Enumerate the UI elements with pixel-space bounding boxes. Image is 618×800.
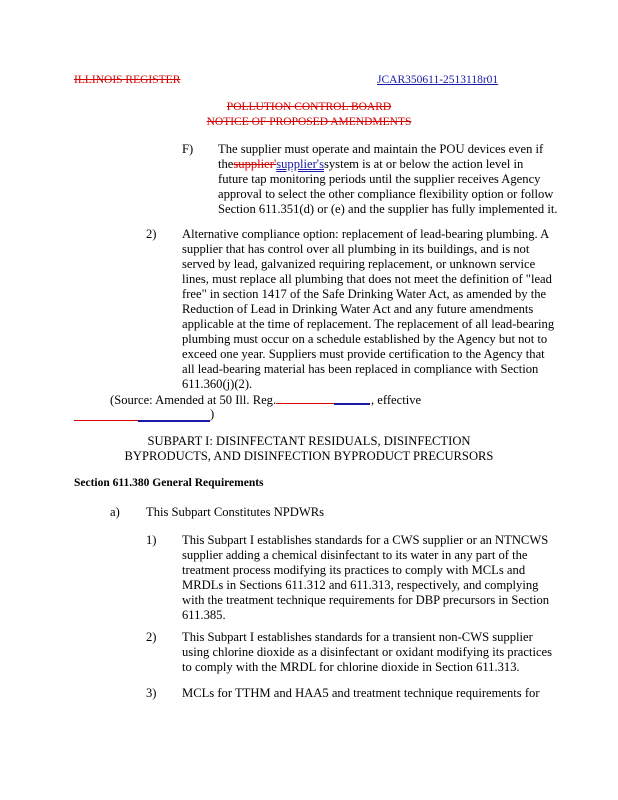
blank-date-inserted [334, 403, 370, 405]
source-note: (Source: Amended at 50 Ill. Reg. [110, 393, 277, 407]
item-a2-label: 2) [146, 630, 157, 644]
blank-effective-inserted [138, 420, 210, 422]
item-a3-label: 3) [146, 686, 157, 700]
item-a-label: a) [110, 505, 120, 519]
item-a1-text: This Subpart I establishes standards for a CWS supplier or an NTNCWS supplier adding a chemical disinfectant to its water in any part of the treatment process modifying its practices to comply with MCLs and MRDLs in Sections 611.312 and 611.313, respectively, and complying with the treatment technique requirements for DBP precursors in Section 611.385. [182, 533, 550, 622]
item-2-text: Alternative compliance option: replacement of lead-bearing plumbing. A supplier that has control over all plumbing in its buildings, and is not served by lead, galvanized requiring replacement, or unknown service lines, must replace all plumbing that does not meet the definition of "lead free" in section 1417 of the Safe Drinking Water Act, as amended by the Reduction of Lead in Drinking Water Act and any future amendments applicable at the time of replacement. The replacement of all lead-bearing plumbing must occur on a schedule established by the Agency but not to exceed one year. Suppliers must provide certification to the Agency that all lead-bearing material has been replaced in compliance with Section 611.360(j)(2). [182, 227, 555, 391]
subpart-heading-1: SUBPART I: DISINFECTANT RESIDUALS, DISINFECTION [147, 434, 471, 448]
source-effective: , effective [371, 393, 422, 407]
subpart-heading-2: BYPRODUCTS, AND DISINFECTION BYPRODUCT PRECURSORS [124, 449, 494, 463]
source-close: ) [210, 407, 215, 421]
blank-date-deleted [276, 403, 334, 404]
inserted-text: supplier's [276, 157, 324, 171]
item-a1-label: 1) [146, 533, 157, 547]
register-header: ILLINOIS REGISTER [74, 74, 181, 86]
jcar-code: JCAR350611-2513118r01 [377, 74, 499, 86]
item-2-label: 2) [146, 227, 157, 241]
agency-title: POLLUTION CONTROL BOARD [226, 101, 392, 113]
item-f-label: F) [182, 142, 194, 156]
deleted-text: supplier' [233, 157, 277, 171]
notice-title: NOTICE OF PROPOSED AMENDMENTS [206, 116, 412, 128]
blank-effective-deleted [74, 420, 138, 421]
item-f-text: The supplier must operate and maintain the POU devices even if thesupplier'supplier'ssystem is at or below the action level in future tap monitoring periods until the supplier receives Agency approval to select the other compliance flexibility option or follow Section 611.351(d) or (e) and the supplier has fully implemented it. [218, 142, 558, 216]
section-heading: Section 611.380 General Requirements [74, 477, 264, 489]
item-a-text: This Subpart Constitutes NPDWRs [146, 505, 325, 519]
item-a3-text: MCLs for TTHM and HAA5 and treatment technique requirements for [182, 686, 540, 700]
item-a2-text: This Subpart I establishes standards for a transient non-CWS supplier using chlorine dioxide as a disinfectant or oxidant modifying its practices to comply with the MRDL for chlorine dioxide in Section 611.313. [182, 630, 553, 674]
